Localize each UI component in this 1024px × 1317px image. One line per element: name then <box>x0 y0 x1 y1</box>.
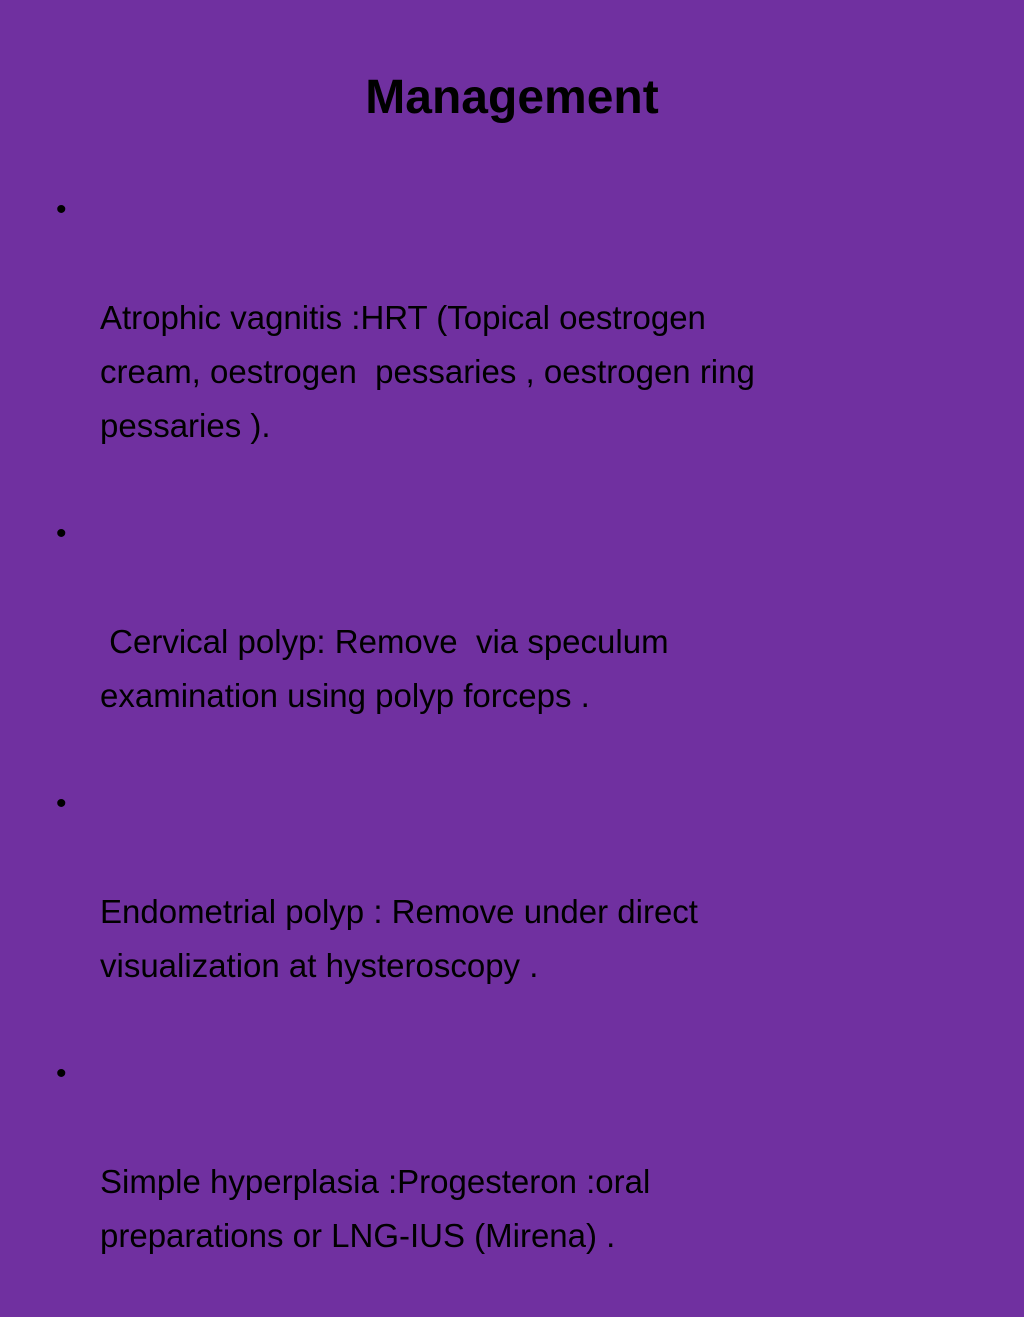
bullet-text: Endometrial polyp : Remove under direct visualization at hysteroscopy . <box>100 893 698 984</box>
bullet-item-simple-hyperplasia <box>56 1047 956 1317</box>
bullet-text: Cervical polyp: Remove via speculum examination using polyp forceps . <box>100 623 669 714</box>
bullet-item-endometrial-polyp <box>56 777 956 1047</box>
bullet-icon: • <box>56 1057 67 1090</box>
bullet-icon: • <box>56 193 67 226</box>
bullet-item-atrophic-vaginitis <box>56 183 956 507</box>
bullet-item-cervical-polyp <box>56 507 956 777</box>
bullet-icon: • <box>56 517 67 550</box>
slide-title: Management <box>365 71 659 124</box>
bullet-text: Simple hyperplasia :Progesteron :oral preparations or LNG-IUS (Mirena) . <box>100 1163 651 1254</box>
bullet-list <box>56 183 956 1317</box>
bullet-icon: • <box>56 787 67 820</box>
bullet-text: Atrophic vagnitis :HRT (Topical oestrogen cream, oestrogen pessaries , oestrogen ring pessaries ). <box>100 299 755 444</box>
